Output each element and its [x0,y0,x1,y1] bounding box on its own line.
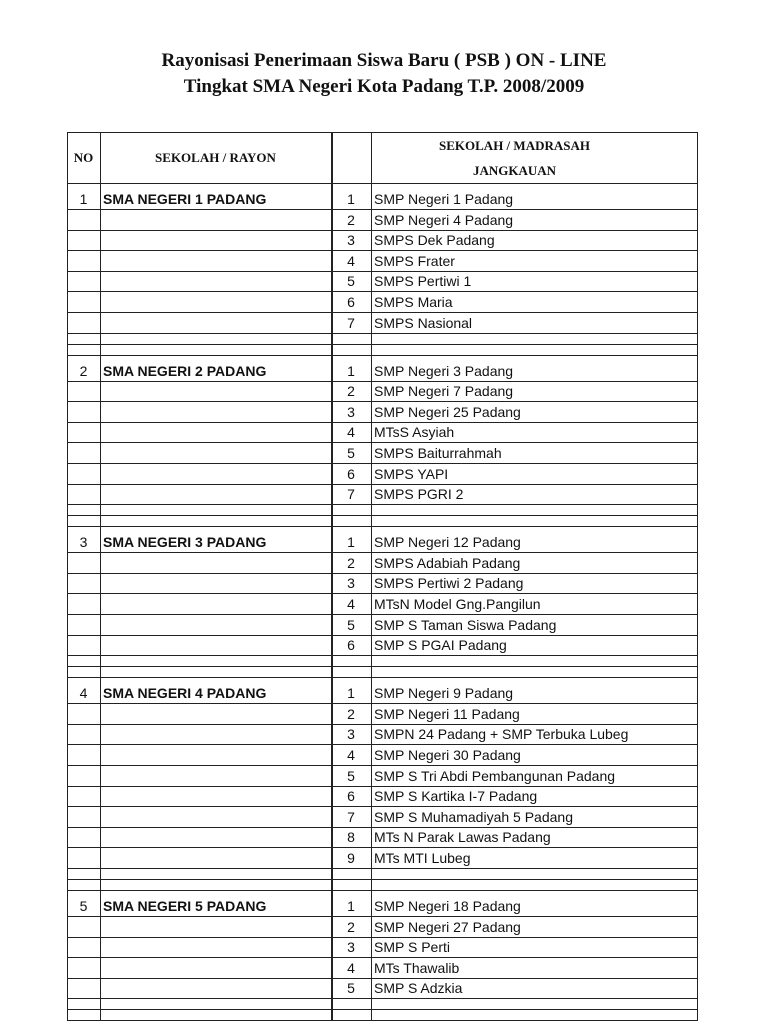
feeder-name: SMP Negeri 12 Padang [374,534,521,551]
row-number [67,807,100,827]
table-row [67,184,698,210]
table-row [67,210,698,231]
table-row [67,594,698,615]
spacer-row [67,656,698,667]
school-name [100,958,331,978]
feeder-index: 4 [347,595,355,612]
document-title: Rayonisasi Penerimaan Siswa Baru ( PSB ) ON - LINE [161,50,607,71]
row-number [67,251,100,271]
school-name [100,938,331,958]
school-name [100,848,331,868]
feeder-name: SMP Negeri 18 Padang [374,898,521,914]
table-row [67,807,698,828]
feeder-index: 5 [347,980,355,997]
row-number: 5 [79,898,88,914]
spacer-row [67,516,698,527]
school-name [100,787,331,807]
feeder-index: 2 [347,918,355,935]
feeder-index: 2 [347,383,355,400]
feeder-name: SMPN 24 Padang + SMP Terbuka Lubeg [374,726,629,743]
school-name [100,313,331,333]
table-row [67,745,698,766]
feeder-index: 2 [347,554,355,571]
school-name [100,917,331,937]
table-header [67,132,698,184]
feeder-index: 5 [347,616,355,633]
feeder-index: 5 [347,273,355,290]
school-name: SMA NEGERI 3 PADANG [103,534,267,551]
feeder-index: 8 [347,829,355,846]
school-name [100,443,331,463]
feeder-name: MTsN Model Gng.Pangilun [374,595,541,612]
spacer-row [67,334,698,345]
row-number [67,553,100,573]
school-name [100,402,331,422]
feeder-index: 1 [347,362,355,379]
row-number [67,210,100,230]
school-name [100,828,331,848]
row-number [67,402,100,422]
row-number [67,766,100,786]
feeder-name: SMP S Kartika I-7 Padang [374,788,538,805]
table-row [67,423,698,444]
feeder-name: SMP Negeri 4 Padang [374,211,514,228]
table-row [67,272,698,293]
table-row [67,527,698,553]
feeder-index: 6 [347,465,355,482]
table-row [67,464,698,485]
feeder-index: 6 [347,788,355,805]
feeder-name: SMP Negeri 25 Padang [374,403,521,420]
table-row [67,704,698,725]
feeder-name: SMPS Maria [374,293,453,310]
school-name [100,382,331,402]
column-divider [331,132,333,1021]
table-row [67,356,698,382]
spacer-row [67,869,698,880]
table-row [67,787,698,808]
row-number [67,313,100,333]
feeder-index: 3 [347,939,355,956]
school-name [100,464,331,484]
school-name [100,807,331,827]
school-name [100,292,331,312]
spacer-row [67,505,698,516]
feeder-name: MTs MTI Lubeg [374,849,471,866]
row-number: 3 [79,534,88,551]
table-row [67,615,698,636]
feeder-name: SMPS Dek Padang [374,232,495,249]
school-name [100,210,331,230]
row-number [67,382,100,402]
school-name [100,704,331,724]
spacer-row [67,667,698,678]
school-name [100,594,331,614]
row-number [67,594,100,614]
feeder-name: SMP Negeri 3 Padang [374,362,514,379]
header-reach [331,133,698,183]
column-divider [100,132,101,1021]
feeder-index: 5 [347,444,355,461]
feeder-name: SMPS Pertiwi 2 Padang [374,575,524,592]
feeder-index: 6 [347,293,355,310]
feeder-index: 3 [347,726,355,743]
table-row [67,848,698,869]
feeder-name: SMP Negeri 7 Padang [374,383,514,400]
column-divider [371,132,372,1021]
row-number [67,787,100,807]
school-name [100,615,331,635]
school-name [100,485,331,505]
feeder-index: 4 [347,252,355,269]
spacer-row [67,345,698,356]
table-row [67,917,698,938]
feeder-name: SMP S Perti [374,939,450,956]
feeder-name: SMP Negeri 11 Padang [374,705,520,722]
feeder-index: 4 [347,746,355,763]
feeder-index: 1 [347,685,355,702]
school-name: SMA NEGERI 1 PADANG [103,191,267,207]
feeder-index: 2 [347,211,355,228]
spacer-row [67,1010,698,1021]
feeder-name: SMPS PGRI 2 [374,486,464,503]
feeder-name: SMPS Adabiah Padang [374,554,521,571]
school-name [100,979,331,999]
school-name [100,423,331,443]
feeder-name: MTs Thawalib [374,959,460,976]
feeder-index: 5 [347,767,355,784]
feeder-index: 7 [347,486,355,503]
school-name [100,231,331,251]
school-name [100,553,331,573]
feeder-name: SMP S Adzkia [374,980,463,997]
table-row [67,574,698,595]
row-number [67,574,100,594]
header-school: SEKOLAH / RAYON [155,150,276,165]
table-row [67,485,698,506]
feeder-index: 1 [347,191,355,207]
row-number [67,745,100,765]
row-number [67,615,100,635]
row-number [67,848,100,868]
row-number [67,636,100,656]
header-reach-line1: SEKOLAH / MADRASAH [439,138,590,153]
spacer-row [67,880,698,891]
school-name [100,574,331,594]
feeder-name: SMP Negeri 30 Padang [374,746,521,763]
column-divider [67,132,68,1021]
feeder-name: SMP S Taman Siswa Padang [374,616,557,633]
spacer-row [67,999,698,1010]
row-number [67,938,100,958]
school-name [100,745,331,765]
feeder-index: 4 [347,959,355,976]
feeder-name: SMPS Pertiwi 1 [374,273,472,290]
feeder-index: 2 [347,705,355,722]
row-number: 2 [79,362,88,379]
school-name: SMA NEGERI 5 PADANG [103,898,267,914]
school-name: SMA NEGERI 4 PADANG [103,685,267,702]
table-row [67,678,698,704]
feeder-name: SMP Negeri 9 Padang [374,685,514,702]
row-number [67,917,100,937]
feeder-name: MTs N Parak Lawas Padang [374,829,551,846]
school-name [100,725,331,745]
table-row [67,313,698,334]
row-number [67,272,100,292]
table-row [67,251,698,272]
table-row [67,443,698,464]
school-name: SMA NEGERI 2 PADANG [103,362,267,379]
table-row [67,402,698,423]
row-number [67,485,100,505]
table-row [67,292,698,313]
table-row [67,553,698,574]
table-row [67,958,698,979]
header-no: NO [73,150,94,165]
feeder-name: SMPS YAPI [374,465,449,482]
row-number [67,958,100,978]
rayon-table [67,132,698,1021]
row-number: 4 [79,685,88,702]
feeder-name: SMPS Frater [374,252,455,269]
row-number [67,231,100,251]
feeder-index: 7 [347,808,355,825]
row-number [67,979,100,999]
feeder-index: 4 [347,424,355,441]
feeder-index: 1 [347,534,355,551]
feeder-name: MTsS Asyiah [374,424,455,441]
feeder-index: 3 [347,232,355,249]
feeder-index: 7 [347,314,355,331]
school-name [100,272,331,292]
row-number [67,443,100,463]
table-row [67,766,698,787]
feeder-index: 6 [347,637,355,654]
document-subtitle: Tingkat SMA Negeri Kota Padang T.P. 2008/2009 [183,76,585,97]
row-number [67,423,100,443]
feeder-name: SMP S Tri Abdi Pembangunan Padang [374,767,616,784]
row-number [67,464,100,484]
feeder-name: SMP S PGAI Padang [374,637,507,654]
row-number [67,828,100,848]
school-name [100,636,331,656]
row-number [67,725,100,745]
school-name [100,251,331,271]
school-name [100,766,331,786]
row-number [67,292,100,312]
header-reach-line2: JANGKAUAN [472,163,557,178]
table-row [67,891,698,917]
table-row [67,938,698,959]
row-number [67,704,100,724]
table-row [67,636,698,657]
table-row [67,231,698,252]
feeder-index: 1 [347,898,355,914]
table-row [67,725,698,746]
feeder-index: 3 [347,575,355,592]
feeder-name: SMP Negeri 27 Padang [374,918,521,935]
row-number: 1 [79,191,88,207]
column-divider [697,132,698,1021]
table-row [67,382,698,403]
feeder-index: 9 [347,849,355,866]
feeder-name: SMPS Nasional [374,314,473,331]
table-row [67,979,698,1000]
feeder-index: 3 [347,403,355,420]
table-row [67,828,698,849]
feeder-name: SMP S Muhamadiyah 5 Padang [374,808,573,825]
feeder-name: SMP Negeri 1 Padang [374,191,514,207]
feeder-name: SMPS Baiturrahmah [374,444,502,461]
